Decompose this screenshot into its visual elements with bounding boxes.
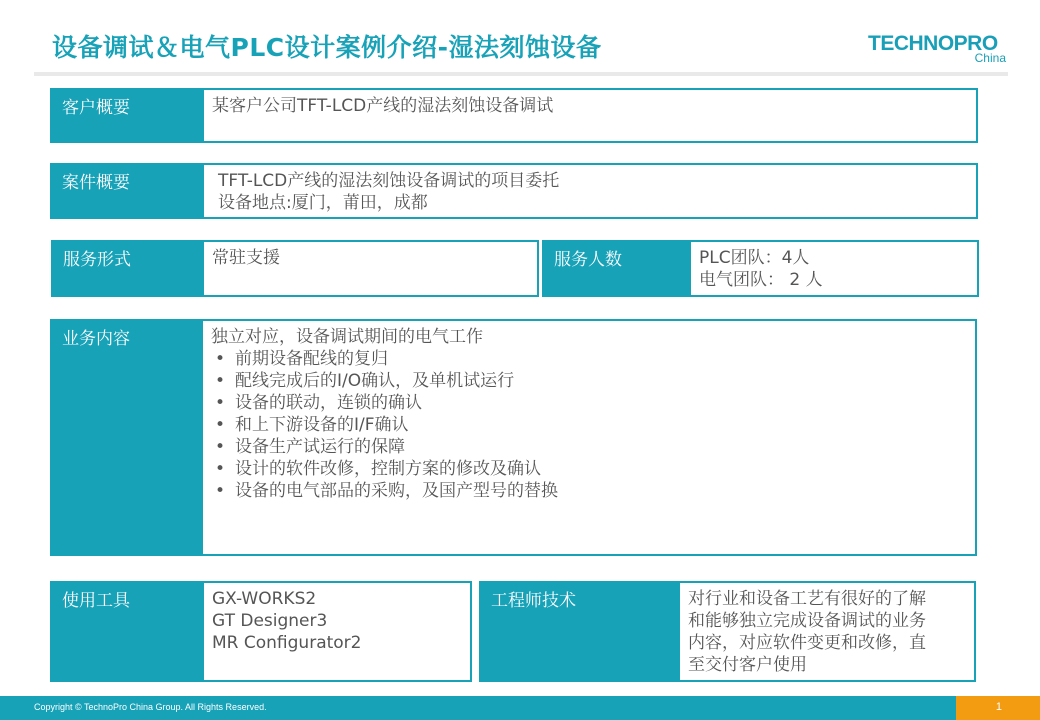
case-overview-line: 设备地点:厦门，莆田，成都 — [218, 193, 428, 213]
engineer-skills-line: 至交付客户使用 — [688, 655, 807, 675]
business-bullet: • 设计的软件改修，控制方案的修改及确认 — [211, 458, 967, 480]
engineer-skills-label: 工程师技术 — [481, 583, 680, 680]
service-people-line: PLC团队：4人 — [699, 248, 810, 268]
business-bullet: • 前期设备配线的复归 — [211, 348, 967, 370]
footer-bar — [0, 696, 1040, 720]
business-content-content — [203, 321, 975, 554]
service-people-content — [691, 242, 977, 295]
tools-line: MR Configurator2 — [212, 633, 362, 653]
business-bullet: • 和上下游设备的I/F确认 — [211, 414, 967, 436]
tools-line: GT Designer3 — [212, 611, 328, 631]
service-people-line: 电气团队： 2 人 — [699, 270, 823, 290]
tools-content — [204, 583, 470, 680]
engineer-skills-line: 对行业和设备工艺有很好的了解 — [688, 589, 926, 609]
service-form-label: 服务形式 — [53, 242, 204, 295]
service-people-box — [542, 240, 979, 297]
case-overview-line: TFT-LCD产线的湿法刻蚀设备调试的项目委托 — [218, 171, 560, 191]
title-divider — [34, 72, 1008, 76]
business-bullet: • 设备生产试运行的保障 — [211, 436, 967, 458]
customer-overview-box — [50, 88, 978, 143]
case-overview-box — [50, 163, 978, 219]
customer-overview-label: 客户概要 — [52, 90, 204, 141]
case-overview-label: 案件概要 — [52, 165, 204, 217]
copyright-text: Copyright © TechnoPro China Group. All Rights Reserved. — [34, 702, 267, 712]
page-title: 设备调试＆电气PLC设计案例介绍-湿法刻蚀设备 — [52, 33, 602, 62]
business-bullet-list — [211, 348, 967, 502]
business-content-label: 业务内容 — [52, 321, 203, 554]
business-content-box — [50, 319, 977, 556]
logo-wordmark: TECHNOPRO — [868, 32, 998, 55]
engineer-skills-line: 内容，对应软件变更和改修，直 — [688, 633, 926, 653]
page-number-badge — [956, 696, 1040, 720]
engineer-skills-line: 和能够独立完成设备调试的业务 — [688, 611, 926, 631]
technopro-logo — [868, 32, 1008, 68]
page-number: 1 — [995, 701, 1002, 713]
engineer-skills-box — [479, 581, 976, 682]
tools-label: 使用工具 — [52, 583, 204, 680]
business-bullet: • 配线完成后的I/O确认，及单机试运行 — [211, 370, 967, 392]
service-form-box — [51, 240, 539, 297]
case-overview-content — [204, 165, 976, 217]
customer-overview-content — [204, 90, 976, 141]
business-bullet: • 设备的电气部品的采购，及国产型号的替换 — [211, 480, 967, 502]
tools-box — [50, 581, 472, 682]
logo-subtitle: China — [974, 51, 1006, 65]
service-form-content — [204, 242, 537, 295]
engineer-skills-content — [680, 583, 974, 680]
tools-line: GX-WORKS2 — [212, 589, 317, 609]
business-intro: 独立对应，设备调试期间的电气工作 — [211, 327, 483, 347]
service-people-label: 服务人数 — [544, 242, 691, 295]
customer-overview-line: 某客户公司TFT-LCD产线的湿法刻蚀设备调试 — [212, 96, 554, 116]
business-bullet: • 设备的联动，连锁的确认 — [211, 392, 967, 414]
service-form-line: 常驻支援 — [212, 248, 280, 268]
